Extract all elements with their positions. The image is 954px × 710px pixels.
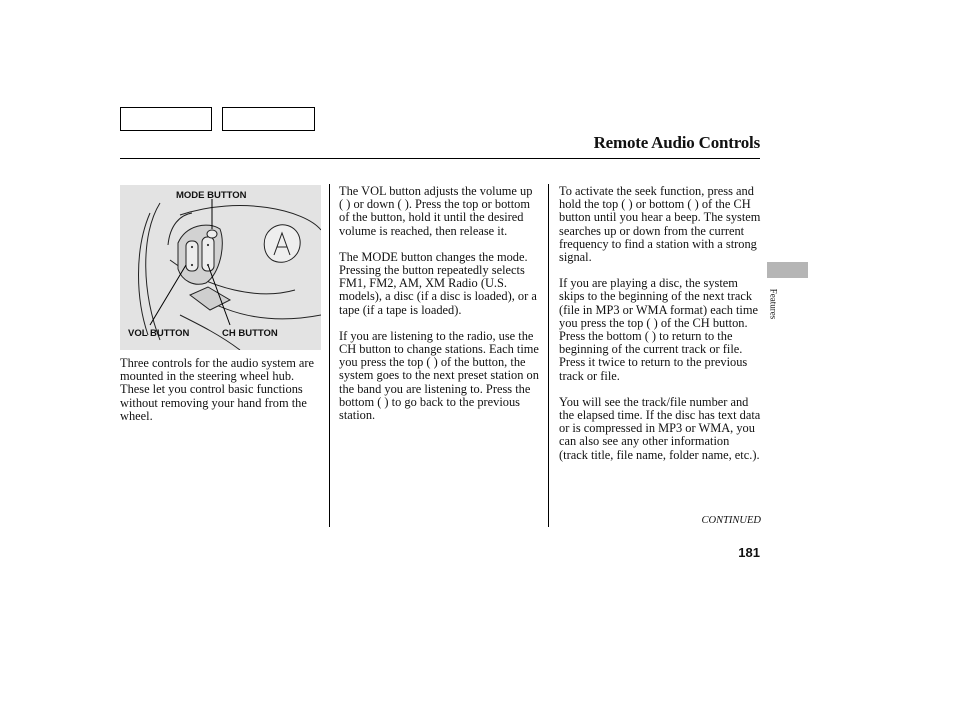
section-label-text: Features <box>768 288 779 320</box>
left-column <box>120 357 325 436</box>
paragraph: Three controls for the audio system are mounted in the steering wheel hub. These let you control basic functions without removing your hand from the wheel. <box>120 356 315 423</box>
steering-wheel-drawing <box>120 185 321 350</box>
section-tab[interactable] <box>767 262 808 278</box>
section-label <box>766 283 780 327</box>
nav-button-1[interactable] <box>120 107 212 131</box>
nav-button-2[interactable] <box>222 107 315 131</box>
paragraph: To activate the seek function, press and hold the top ( ) or bottom ( ) of the CH button until you hear a beep. The system searches up or down from the current frequency to find a station with a strong signal. <box>559 184 761 265</box>
column-divider <box>329 184 330 527</box>
column-divider <box>548 184 549 527</box>
page-title: Remote Audio Controls <box>593 133 760 152</box>
ch-button-label: CH BUTTON <box>222 328 278 339</box>
mode-button-label: MODE BUTTON <box>176 190 247 201</box>
page-number: 181 <box>738 545 760 560</box>
steering-wheel-illustration <box>120 185 321 350</box>
middle-column <box>339 185 539 435</box>
continued-note: CONTINUED <box>701 515 761 526</box>
title-rule <box>120 158 760 159</box>
paragraph: The VOL button adjusts the volume up ( ) or down ( ). Press the top or bottom of the button, hold it until the desired volume is reached, then release it. <box>339 184 533 238</box>
paragraph: If you are listening to the radio, use the CH button to change stations. Each time you press the top ( ) of the button, the system goes to the next preset station on the band you are listening to. Press the bottom ( ) to go back to the previous station. <box>339 328 539 423</box>
paragraph: The MODE button changes the mode. Pressing the button repeatedly selects FM1, FM2, AM, XM Radio (U.S. models), a disc (if a disc is loaded), or a tape (if a tape is loaded). <box>339 249 537 317</box>
paragraph: You will see the track/file number and the elapsed time. If the disc has text data or is compressed in MP3 or WMA, you can also see any other information (track title, file name, folder name, etc.). <box>559 394 761 462</box>
vol-button-label: VOL BUTTON <box>128 328 190 339</box>
right-column <box>559 185 761 475</box>
paragraph: If you are playing a disc, the system skips to the beginning of the next track (file in MP3 or WMA format) each time you press the top ( ) of the CH button. Press the bottom ( ) to return to the beginning of the current track or file. Press it twice to return to the previous track or file. <box>559 276 759 383</box>
